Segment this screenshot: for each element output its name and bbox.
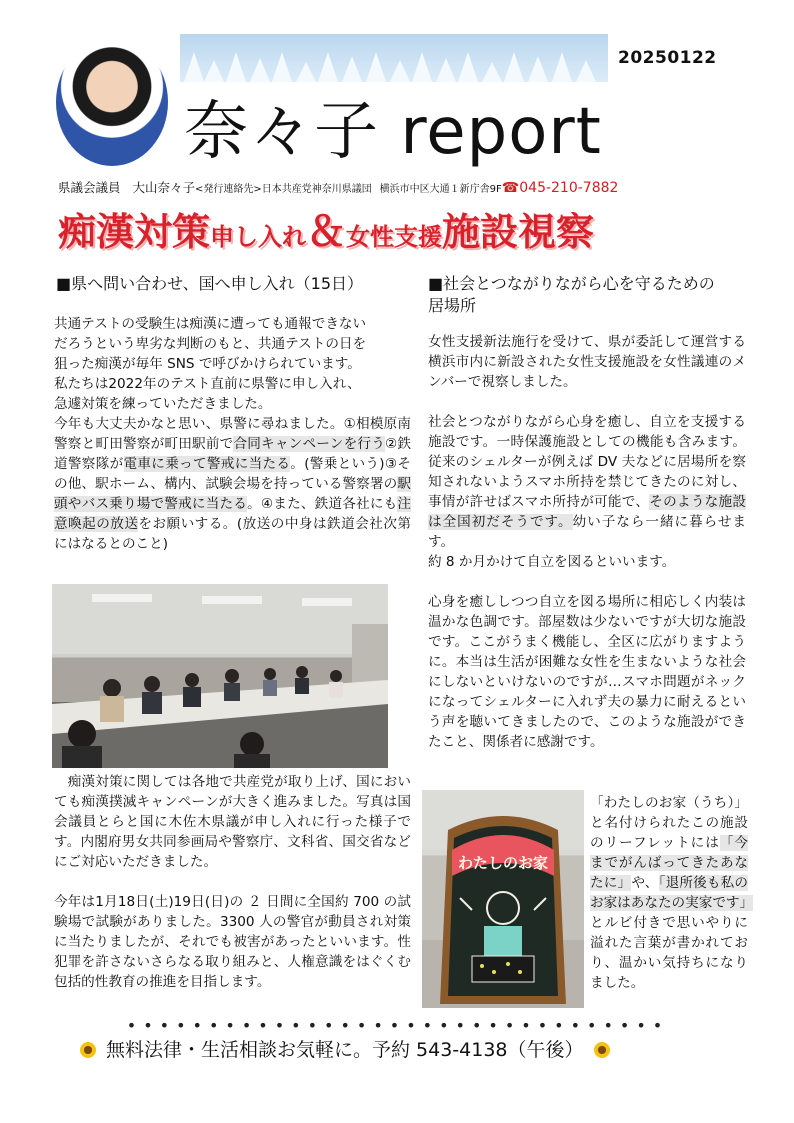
newsletter-title: 奈々子 report <box>184 95 602 169</box>
contact-phone: 045-210-7882 <box>519 180 619 196</box>
text-run: 幼い子なら一緒に暮らせます。 <box>428 514 746 550</box>
author-portrait <box>56 38 168 166</box>
left-paragraph-3: 今年は1月18日(土)19日(日)の ２ 日間に全国約 700 の試験場で試験がありました。3300 人の警官が動員され対策に当たりましたが、それでも被害があったといいます。性犯罪を許さないさらなる取り組みと、人権意識をはぐくむ包括的性教育の推進を目指します。 <box>54 894 411 990</box>
right-paragraph-2 <box>428 412 746 572</box>
text-line: 共通テストの受験生は痴漢に遭っても通報できない <box>54 316 367 332</box>
left-paragraph-1 <box>54 314 411 414</box>
left-article-body <box>54 314 411 554</box>
photo-caption: 痴漢対策に関しては各地で共産党が取り上げ、国においても痴漢撲滅キャンペーンが大きく進みました。写真は国会議員とらと国に木佐木県議が申し入れに行った様子です。内閣府男女共同参画局や警察庁、文科省、国交省などにご対応いただきました。 <box>54 774 411 870</box>
headline-part-4: 施設視察 <box>442 210 595 254</box>
contact-line <box>58 178 618 196</box>
text-line: 私たちは2022年のテスト直前に県警に申し入れ、 <box>54 376 361 392</box>
meeting-photo <box>52 584 388 768</box>
text-run: 。④また、鉄道各社にも <box>247 496 398 512</box>
right-article-body <box>428 332 746 752</box>
text-run: 今年も大丈夫かなと思い、県警に尋ねました。①相模原南警察と町田警察が町田駅前で <box>54 416 411 452</box>
text-run: ②鉄道警察隊が <box>54 436 412 472</box>
contact-role: 県議会議員 <box>58 180 121 195</box>
headline-ampersand: ＆ <box>306 209 347 255</box>
meeting-photo-illustration <box>52 584 388 768</box>
highlight-run: 電車に乗って警戒に当たる <box>123 456 291 472</box>
issue-date: 20250122 <box>618 48 717 68</box>
text-run: とルビ付きで思いやりに溢れた言葉が書かれており、温かい気持ちになりました。 <box>590 915 748 991</box>
right-paragraph-3: 心身を癒ししつつ自立を図る場所に相応しく内装は温かな色調です。部屋数は少ないですが大切な施設です。ここがうまく機能し、全区に広がりますように。本当は生活が困難な女性を生まないような社会にしないといけないのですが…スマホ問題がネックになってシェルターに入れず夫の暴力に耐えるという声を聴いてきましたので、このような施設ができたこと、関係者に感謝です。 <box>428 594 746 750</box>
footer-text: 無料法律・生活相談お気軽に。予約 543-4138（午後） <box>106 1039 584 1061</box>
footer-consultation <box>70 1036 670 1064</box>
dotted-divider: ••••••••••••••••••••••••••••••••• <box>126 1016 670 1035</box>
phone-icon: ☎ <box>501 180 520 196</box>
contact-address: 横浜市中区大通１新庁舎9F <box>379 184 502 195</box>
facility-sign-illustration <box>422 790 584 1008</box>
contact-org: 日本共産党神奈川県議団 <box>261 184 372 195</box>
highlight-run: 「退所後も私のお家はあなたの実家です」 <box>590 875 754 911</box>
highlight-run: 合同キャンペーンを行う <box>233 436 386 452</box>
text-run: をお願いする。(放送の中身は鉄道会社次第にはなるとのこと) <box>54 516 411 552</box>
left-paragraph-2 <box>54 414 411 554</box>
text-run: 。(警乗という)③その他、駅ホーム、構内、試験会場を持っている警察署の <box>54 456 411 492</box>
right-heading-line-2: 居場所 <box>428 296 477 315</box>
sign-text: わたしのお家 <box>457 854 549 872</box>
right-paragraph-1: 女性支援新法施行を受けて、県が委託して運営する横浜市内に新設された女性支援施設を女性議連のメンバーで視察しました。 <box>428 334 746 390</box>
facility-sign-photo <box>422 790 584 1008</box>
highlight-run: 注意喚起の放送 <box>54 496 412 532</box>
text-run: 「わたしのお家（うち）」と名付けられたこの施設のリーフレットには <box>590 795 748 851</box>
text-line: 狙った痴漢が毎年 SNS で呼びかけられています。 <box>54 356 361 372</box>
text-line: だろうという卑劣な判断のもと、共通テストの日を <box>54 336 367 352</box>
left-section-heading: ■県へ問い合わせ、国へ申し入れ（15日） <box>56 274 363 293</box>
headline-part-1: 痴漢対策 <box>58 210 211 254</box>
headline-part-2: 申し入れ <box>210 223 307 251</box>
headline-part-3: 女性支援 <box>346 223 443 251</box>
text-line: 急遽対策を練っていただきました。 <box>54 396 272 412</box>
text-run: 約 8 か月かけて自立を図るといいます。 <box>428 554 676 570</box>
highlight-run: そのような施設は全国初だそうです。 <box>428 494 746 530</box>
contact-label: <発行連絡先> <box>194 184 262 195</box>
text-run: 社会とつながりながら心身を癒し、自立を支援する施設です。一時保護施設としての機能も含みます。従来のシェルターが例えば DV 夫などに居場所を察知されないようスマホ所持を禁じてきたのに対し、事情が許せばスマホ所持が可能で、 <box>428 414 746 510</box>
highlight-run: 駅頭やバス乗り場で警戒に当たる <box>54 476 411 512</box>
main-headline <box>58 208 594 261</box>
sunflower-icon <box>80 1042 96 1058</box>
right-heading-line-1: ■社会とつながりながら心を守るための <box>428 274 715 293</box>
sign-caption <box>590 793 754 993</box>
sunflower-icon <box>594 1042 610 1058</box>
right-section-heading <box>428 273 758 317</box>
highlight-run: 「今までがんばってきたあなたに」 <box>590 835 749 891</box>
snow-banner <box>180 34 608 82</box>
contact-name: 大山奈々子 <box>132 180 195 195</box>
text-run: や、 <box>631 875 659 891</box>
